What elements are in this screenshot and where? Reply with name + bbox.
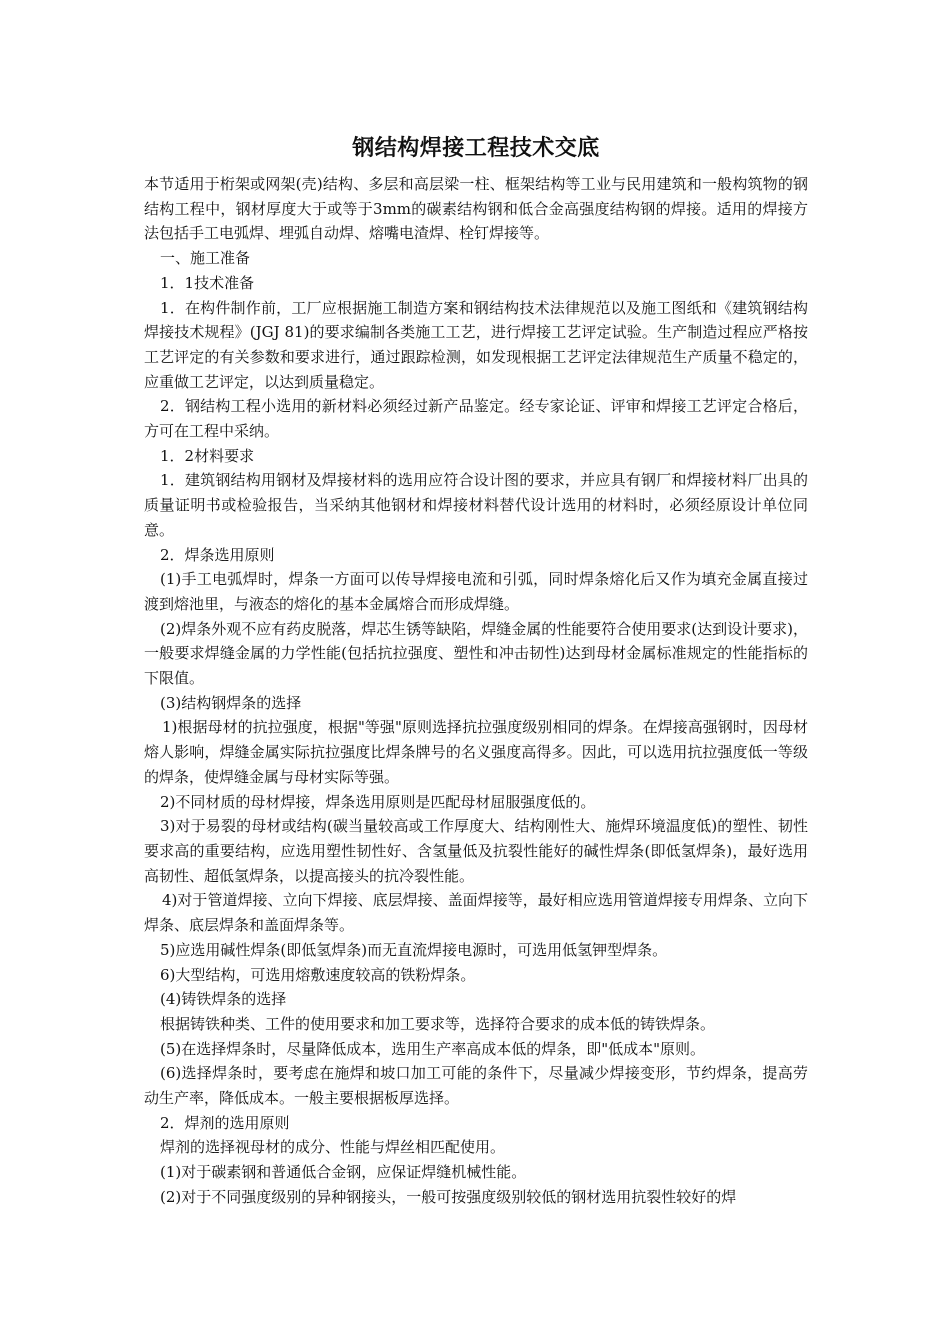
paragraph-heading: (4)铸铁焊条的选择 bbox=[160, 990, 287, 1009]
subsection-heading: 1．2材料要求 bbox=[160, 446, 255, 465]
paragraph: 4)对于管道焊接、立向下焊接、底层焊接、盖面焊接等，最好相应选用管道焊接专用焊条、立向下焊条、底层焊条和盖面焊条等。 bbox=[144, 891, 808, 935]
paragraph: 1．在构件制作前，工厂应根据施工制造方案和钢结构技术法律规范以及施工图纸和《建筑钢结构焊接技术规程》(JGJ 81)的要求编制各类施工工艺，进行焊接工艺评定试验。生产制造过程应严格按工艺评定的有关参数和要求进行，通过跟踪检测，如发现根据工艺评定法律规范生产质量不稳定的，应重做工艺评定，以达到质量稳定。 bbox=[144, 298, 808, 391]
document-title: 钢结构焊接工程技术交底 bbox=[352, 136, 600, 161]
paragraph: (2)焊条外观不应有药皮脱落，焊芯生锈等缺陷，焊缝金属的性能要符合使用要求(达到设计要求)，一般要求焊缝金属的力学性能(包括抗拉强度、塑性和冲击韧性)达到母材金属标准规定的性能指标的下限值。 bbox=[144, 619, 808, 688]
paragraph: 5)应选用碱性焊条(即低氢焊条)而无直流焊接电源时，可选用低氢钾型焊条。 bbox=[160, 940, 668, 959]
paragraph: (6)选择焊条时，要考虑在施焊和坡口加工可能的条件下，尽量减少焊接变形，节约焊条，提高劳动生产率，降低成本。一般主要根据板厚选择。 bbox=[144, 1064, 808, 1108]
paragraph-heading: (3)结构钢焊条的选择 bbox=[160, 693, 302, 712]
paragraph: 2．钢结构工程小选用的新材料必须经过新产品鉴定。经专家论证、评审和焊接工艺评定合格后，方可在工程中采纳。 bbox=[144, 397, 808, 441]
paragraph-heading: 2．焊条选用原则 bbox=[160, 545, 275, 564]
paragraph: 2)不同材质的母材焊接，焊条选用原则是匹配母材屈服强度低的。 bbox=[160, 792, 596, 811]
paragraph: 焊剂的选择视母材的成分、性能与焊丝相匹配使用。 bbox=[160, 1138, 506, 1157]
document-body bbox=[144, 128, 808, 1210]
paragraph: 根据铸铁种类、工件的使用要求和加工要求等，选择符合要求的成本低的铸铁焊条。 bbox=[160, 1014, 716, 1033]
intro-paragraph: 本节适用于桁架或网架(壳)结构、多层和高层梁一柱、框架结构等工业与民用建筑和一般构筑物的钢结构工程中，钢材厚度大于或等于3mm的碳素结构钢和低合金高强度结构钢的焊接。适用的焊接方法包括手工电弧焊、埋弧自动焊、熔嘴电渣焊、栓钉焊接等。 bbox=[144, 175, 808, 243]
paragraph: 1．建筑钢结构用钢材及焊接材料的选用应符合设计图的要求，并应具有钢厂和焊接材料厂出具的质量证明书或检验报告，当采纳其他钢材和焊接材料替代设计选用的材料时，必须经原设计单位同意。 bbox=[144, 471, 808, 539]
subsection-heading: 1．1技术准备 bbox=[160, 273, 255, 292]
paragraph: 1)根据母材的抗拉强度，根据"等强"原则选择抗拉强度级别相同的焊条。在焊接高强钢时，因母材熔人影响，焊缝金属实际抗拉强度比焊条牌号的名义强度高得多。因此，可以选用抗拉强度低一等级的焊条，使焊缝金属与母材实际等强。 bbox=[144, 718, 808, 786]
paragraph: (2)对于不同强度级别的异种钢接头，一般可按强度级别较低的钢材选用抗裂性较好的焊 bbox=[160, 1187, 737, 1206]
paragraph: 6)大型结构，可选用熔敷速度较高的铁粉焊条。 bbox=[160, 965, 476, 984]
paragraph: 3)对于易裂的母材或结构(碳当量较高或工作厚度大、结构刚性大、施焊环境温度低)的塑性、韧性要求高的重要结构，应选用塑性韧性好、含氢量低及抗裂性能好的碱性焊条(即低氢焊条)，最好选用高韧性、超低氢焊条，以提高接头的抗冷裂性能。 bbox=[144, 817, 808, 885]
paragraph: (5)在选择焊条时，尽量降低成本，选用生产率高成本低的焊条，即"低成本"原则。 bbox=[160, 1039, 706, 1058]
paragraph-heading: 2．焊剂的选用原则 bbox=[160, 1113, 290, 1132]
paragraph: (1)对于碳素钢和普通低合金钢，应保证焊缝机械性能。 bbox=[160, 1163, 527, 1182]
section-heading: 一、施工准备 bbox=[160, 249, 251, 268]
paragraph: (1)手工电弧焊时，焊条一方面可以传导焊接电流和引弧，同时焊条熔化后又作为填充金属直接过渡到熔池里，与液态的熔化的基本金属熔合而形成焊缝。 bbox=[144, 570, 808, 613]
